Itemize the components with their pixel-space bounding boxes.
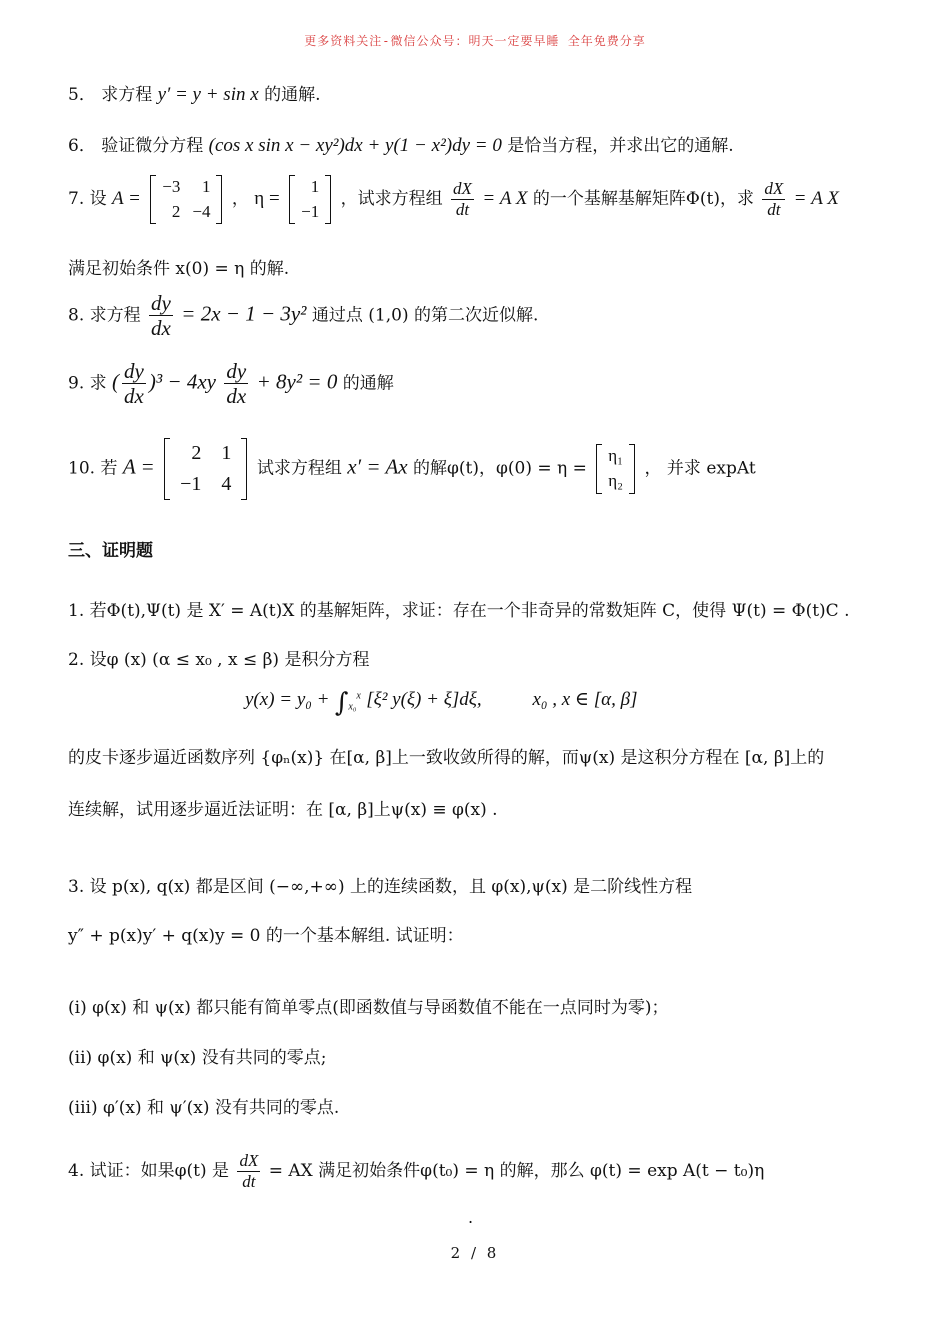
fraction-dy-dx-2: $\frac{dy}{dx}$ xyxy=(226,359,247,409)
proof-1: 1. 若Φ(t),Ψ(t) 是 X′ = A(t)X 的基解矩阵，求证：存在一个非奇异的常数矩阵 C，使得 Ψ(t) = Φ(t)C . xyxy=(68,601,850,621)
proof-4: 4. 试证：如果φ(t) 是 $\frac{dX}{dt}$ = AX 满足初始条件φ(t₀) = η 的解，那么 φ(t) = exp A(t − t₀)η xyxy=(68,1151,765,1191)
fraction-dX-dt: $\frac{dX}{dt}$ xyxy=(453,179,472,219)
integral-equation: $y(x) = y_0 + \int_{x_0}^x$ [ξ² y(ξ) + ξ]dξ, x₀ , x ∈ [α, β] xyxy=(245,688,638,718)
problem-9: 9. 求 ( $\frac{dy}{dx}$ )³ − 4xy $\frac{dy}{dx}$ + 8y² = 0 的通解 xyxy=(68,359,394,409)
vector-eta: 1 −1 xyxy=(289,175,331,224)
equation: y′ = y + sin x xyxy=(157,84,259,105)
fraction-dy-dx: $\frac{dy}{dx}$ xyxy=(151,291,171,341)
proof-3-item-ii: (ii) φ(x) 和 ψ(x) 没有共同的零点; xyxy=(68,1048,327,1068)
matrix-a: −3 1 2 −4 xyxy=(150,175,222,224)
stray-dot: . xyxy=(468,1208,474,1227)
proof-2-line3: 连续解，试用逐步逼近法证明：在 [α, β]上ψ(x) ≡ φ(x) . xyxy=(68,800,498,820)
vector-eta-10: η₁ η₂ xyxy=(596,444,635,493)
matrix-a-10: 2 1 −1 4 xyxy=(164,438,247,500)
promo-banner: 更多资料关注-微信公众号：明天一定要早睡 全年免费分享 xyxy=(304,34,646,48)
proof-3-line2: y″ + p(x)y′ + q(x)y = 0 的一个基本解组. 试证明： xyxy=(68,926,464,946)
proof-2-intro: 2. 设φ (x) (α ≤ x₀ , x ≤ β) 是积分方程 xyxy=(68,650,370,670)
fraction-dy-dx: $\frac{dy}{dx}$ xyxy=(124,359,144,409)
integral-sign: ∫ xyxy=(334,688,349,718)
problem-8: 8. 求方程 $\frac{dy}{dx}$ = 2x − 1 − 3y² 通过点 (1,0) 的第二次近似解. xyxy=(68,291,539,341)
page-number: 2 / 8 xyxy=(450,1244,500,1262)
problem-6: 6． 验证微分方程 (cos x sin x − xy²)dx + y(1 − x²)dy = 0 是恰当方程，并求出它的通解. xyxy=(68,135,734,156)
proof-2-line2: 的皮卡逐步逼近函数序列 {φₙ(x)} 在[α, β]上一致收敛所得的解，而ψ(x) 是这积分方程在 [α, β]上的 xyxy=(68,748,825,768)
problem-7: 7. 设 A = −3 1 2 −4 ， η = 1 −1 ，试求方程组 $\frac{dX}{dt}$ = A X 的一个基解基解矩阵Φ(t)，求 $\frac{dX}{dt}$ = A X xyxy=(68,175,839,224)
fraction-dX-dt-2: $\frac{dX}{dt}$ xyxy=(764,179,784,219)
equation: (cos x sin x − xy²)dx + y(1 − x²)dy = 0 xyxy=(208,135,502,156)
proof-3-item-iii: (iii) φ′(x) 和 ψ′(x) 没有共同的零点. xyxy=(68,1098,340,1118)
proof-3-item-i: (i) φ(x) 和 ψ(x) 都只能有简单零点(即函数值与导函数值不能在一点同时为零)； xyxy=(68,998,669,1018)
proof-3-intro: 3. 设 p(x), q(x) 都是区间 (−∞,+∞) 上的连续函数，且 φ(x),ψ(x) 是二阶线性方程 xyxy=(68,877,693,897)
problem-5: 5． 求方程 y′ = y + sin x 的通解. xyxy=(68,84,321,105)
section-title: 三、证明题 xyxy=(68,541,153,561)
fraction-dX-dt-proof4: $\frac{dX}{dt}$ xyxy=(239,1151,259,1191)
problem-10: 10. 若 A = 2 1 −1 4 试求方程组 x′ = Ax 的解φ(t)，φ(0) = η = η₁ η₂ ， 并求 expAt xyxy=(68,438,756,500)
problem-7-line2: 满足初始条件 x(0) = η 的解. xyxy=(68,259,290,279)
